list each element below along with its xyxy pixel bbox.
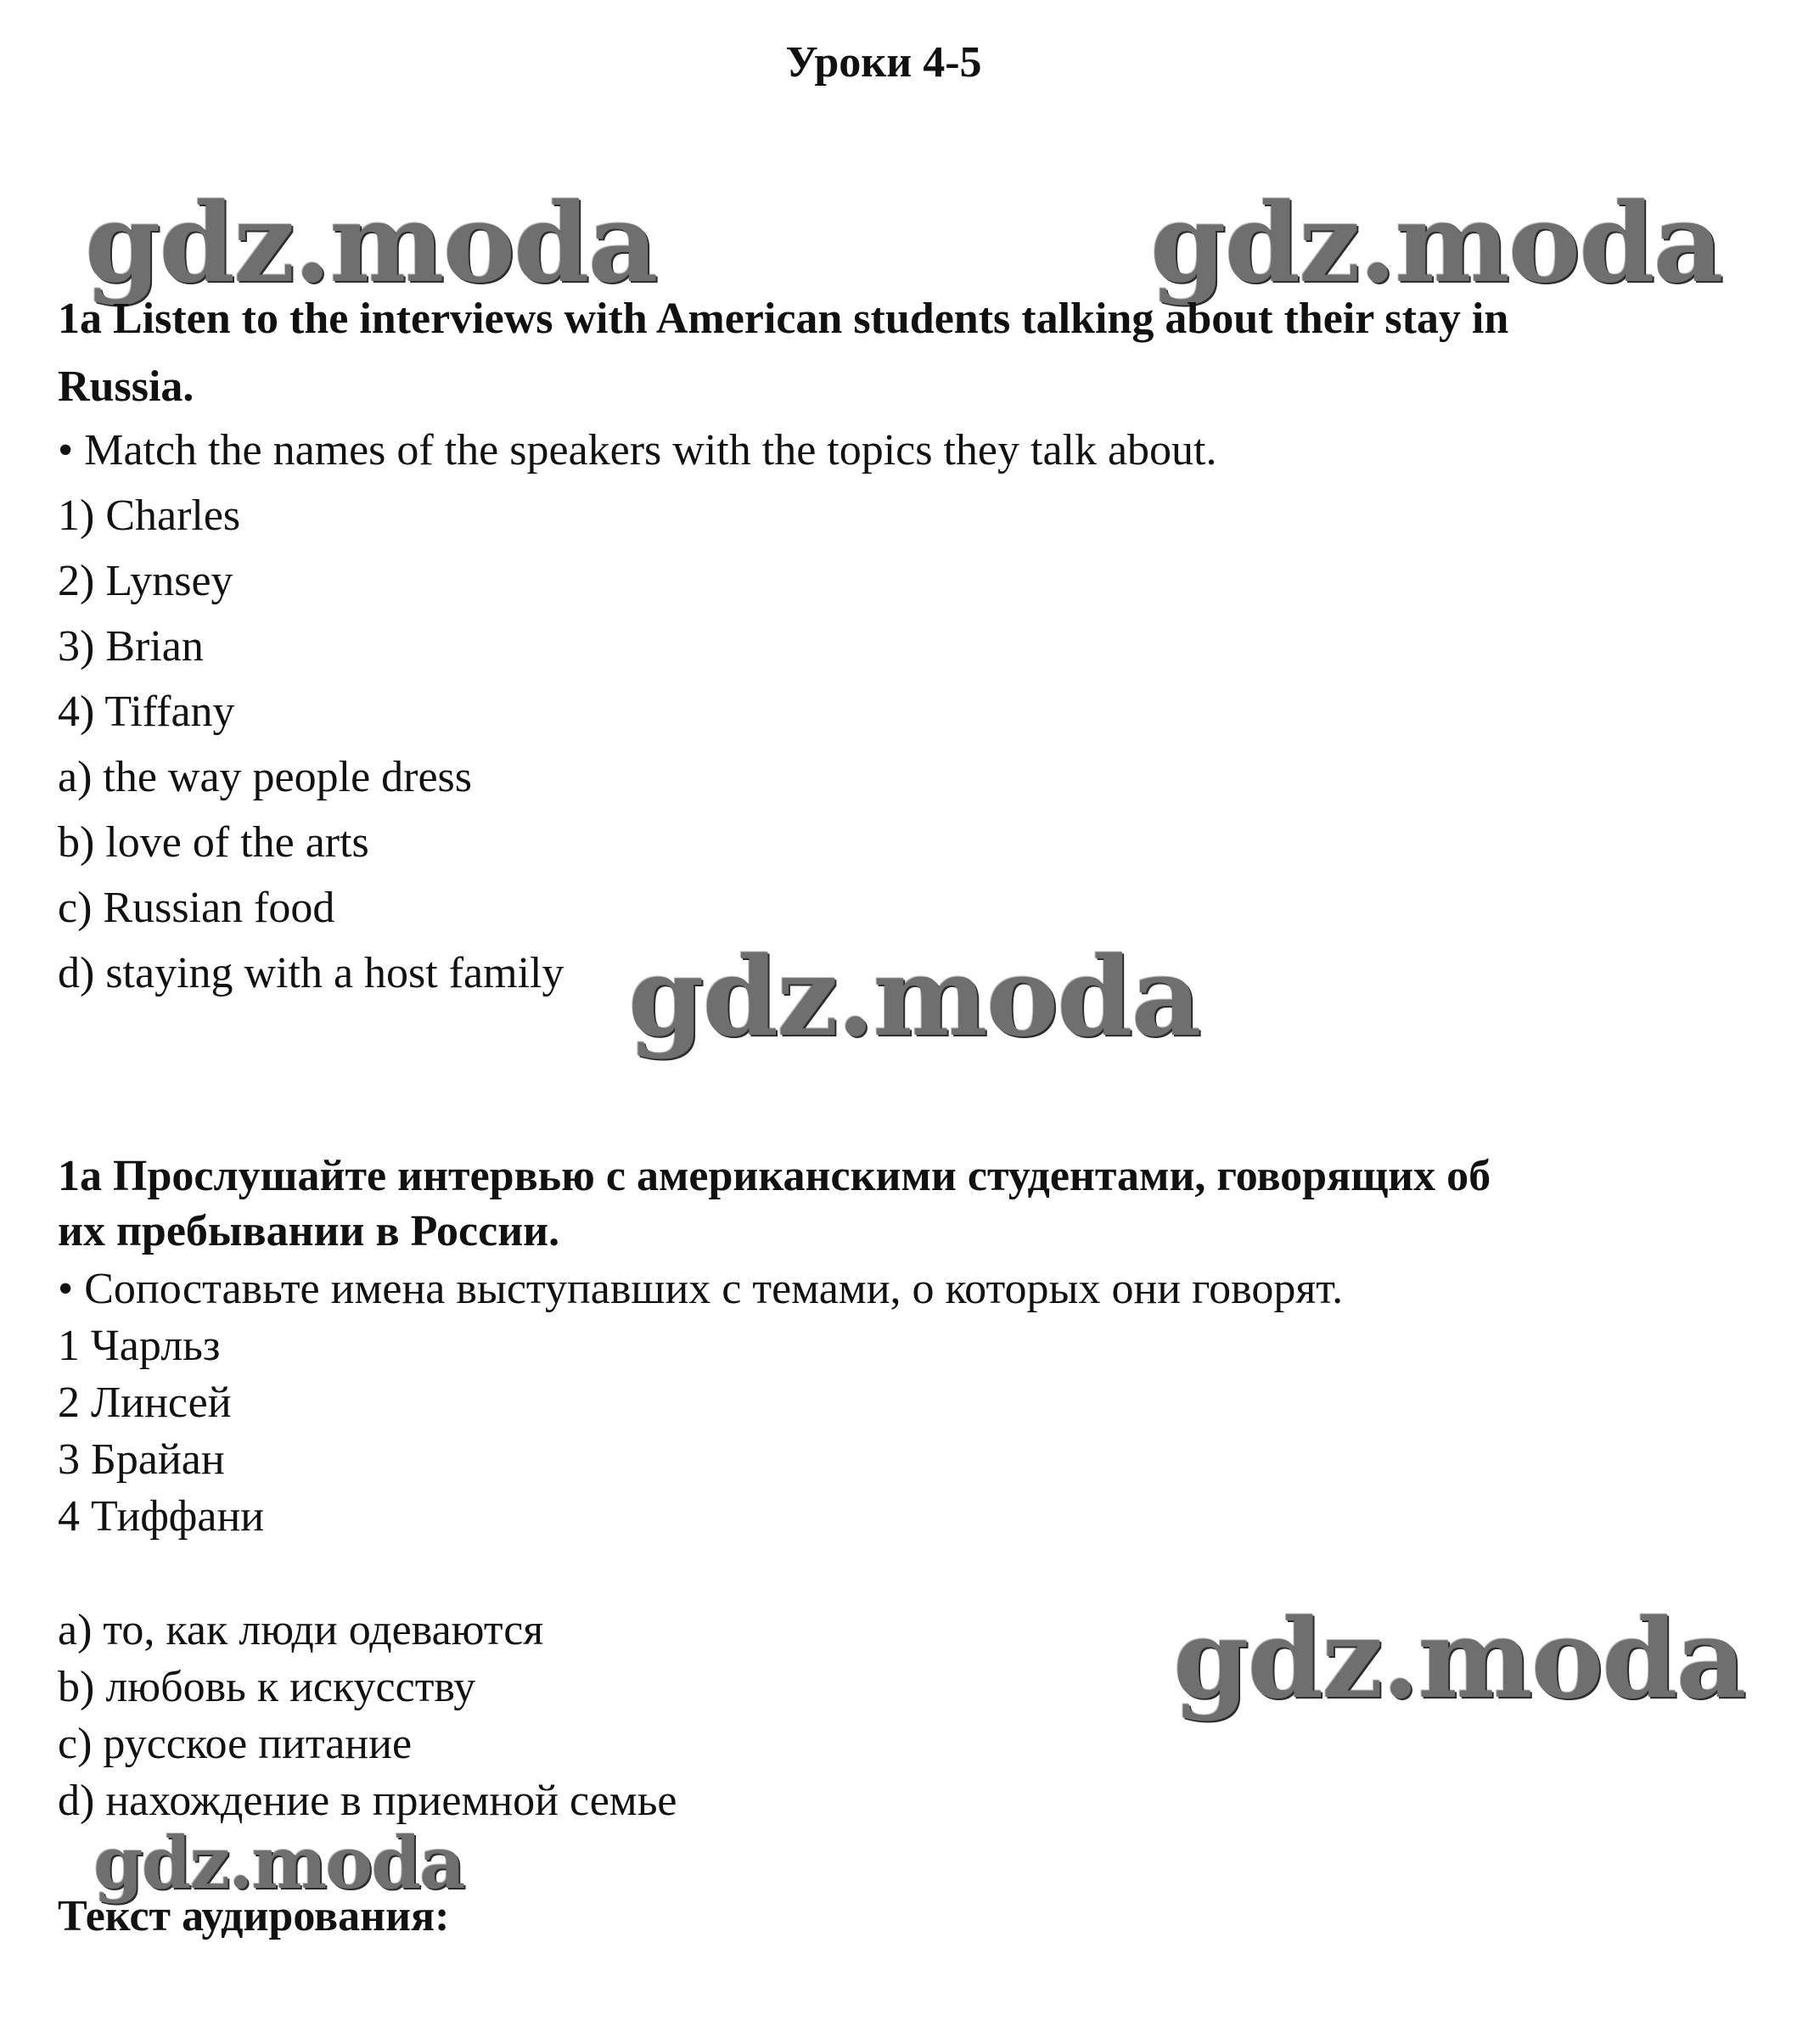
- listening-text-heading: Текст аудирования:: [58, 1892, 450, 1940]
- watermark-logo: gdz.moda: [1150, 180, 1722, 307]
- russian-task-heading-cont: их пребывании в России.: [58, 1207, 560, 1255]
- watermark-logo: gdz.moda: [93, 1821, 464, 1905]
- english-speaker-item: 1) Charles: [58, 491, 241, 540]
- russian-speaker-item: 1 Чарльз: [58, 1322, 221, 1370]
- english-topic-item: b) love of the arts: [58, 818, 369, 867]
- english-speaker-item: 3) Brian: [58, 622, 204, 671]
- english-speaker-item: 4) Tiffany: [58, 688, 235, 736]
- english-task-heading: 1a Listen to the interviews with American students talking about their stay in: [58, 295, 1509, 343]
- watermark-logo: gdz.moda: [628, 934, 1200, 1061]
- russian-speaker-item: 2 Линсей: [58, 1379, 232, 1427]
- russian-speaker-item: 3 Брайан: [58, 1435, 225, 1484]
- russian-instruction: • Сопоставьте имена выступавших с темами, о которых они говорят.: [58, 1265, 1344, 1313]
- english-topic-item: d) staying with a host family: [58, 949, 564, 997]
- russian-topic-item: d) нахождение в приемной семье: [58, 1777, 677, 1825]
- watermark-logo: gdz.moda: [1173, 1596, 1745, 1723]
- watermark-logo: gdz.moda: [85, 180, 657, 307]
- english-topic-item: c) Russian food: [58, 884, 335, 932]
- english-topic-item: a) the way people dress: [58, 753, 473, 801]
- russian-topic-item: c) русское питание: [58, 1720, 413, 1768]
- russian-topic-item: b) любовь к искусству: [58, 1663, 476, 1711]
- page-title: Уроки 4-5: [785, 38, 982, 87]
- russian-task-heading: 1a Прослушайте интервью с американскими студентами, говорящих об: [58, 1152, 1491, 1200]
- english-task-heading-cont: Russia.: [58, 362, 194, 411]
- english-speaker-item: 2) Lynsey: [58, 557, 233, 605]
- russian-speaker-item: 4 Тиффани: [58, 1492, 265, 1541]
- russian-topic-item: a) то, как люди одеваются: [58, 1606, 544, 1654]
- english-instruction: • Match the names of the speakers with the topics they talk about.: [58, 426, 1217, 474]
